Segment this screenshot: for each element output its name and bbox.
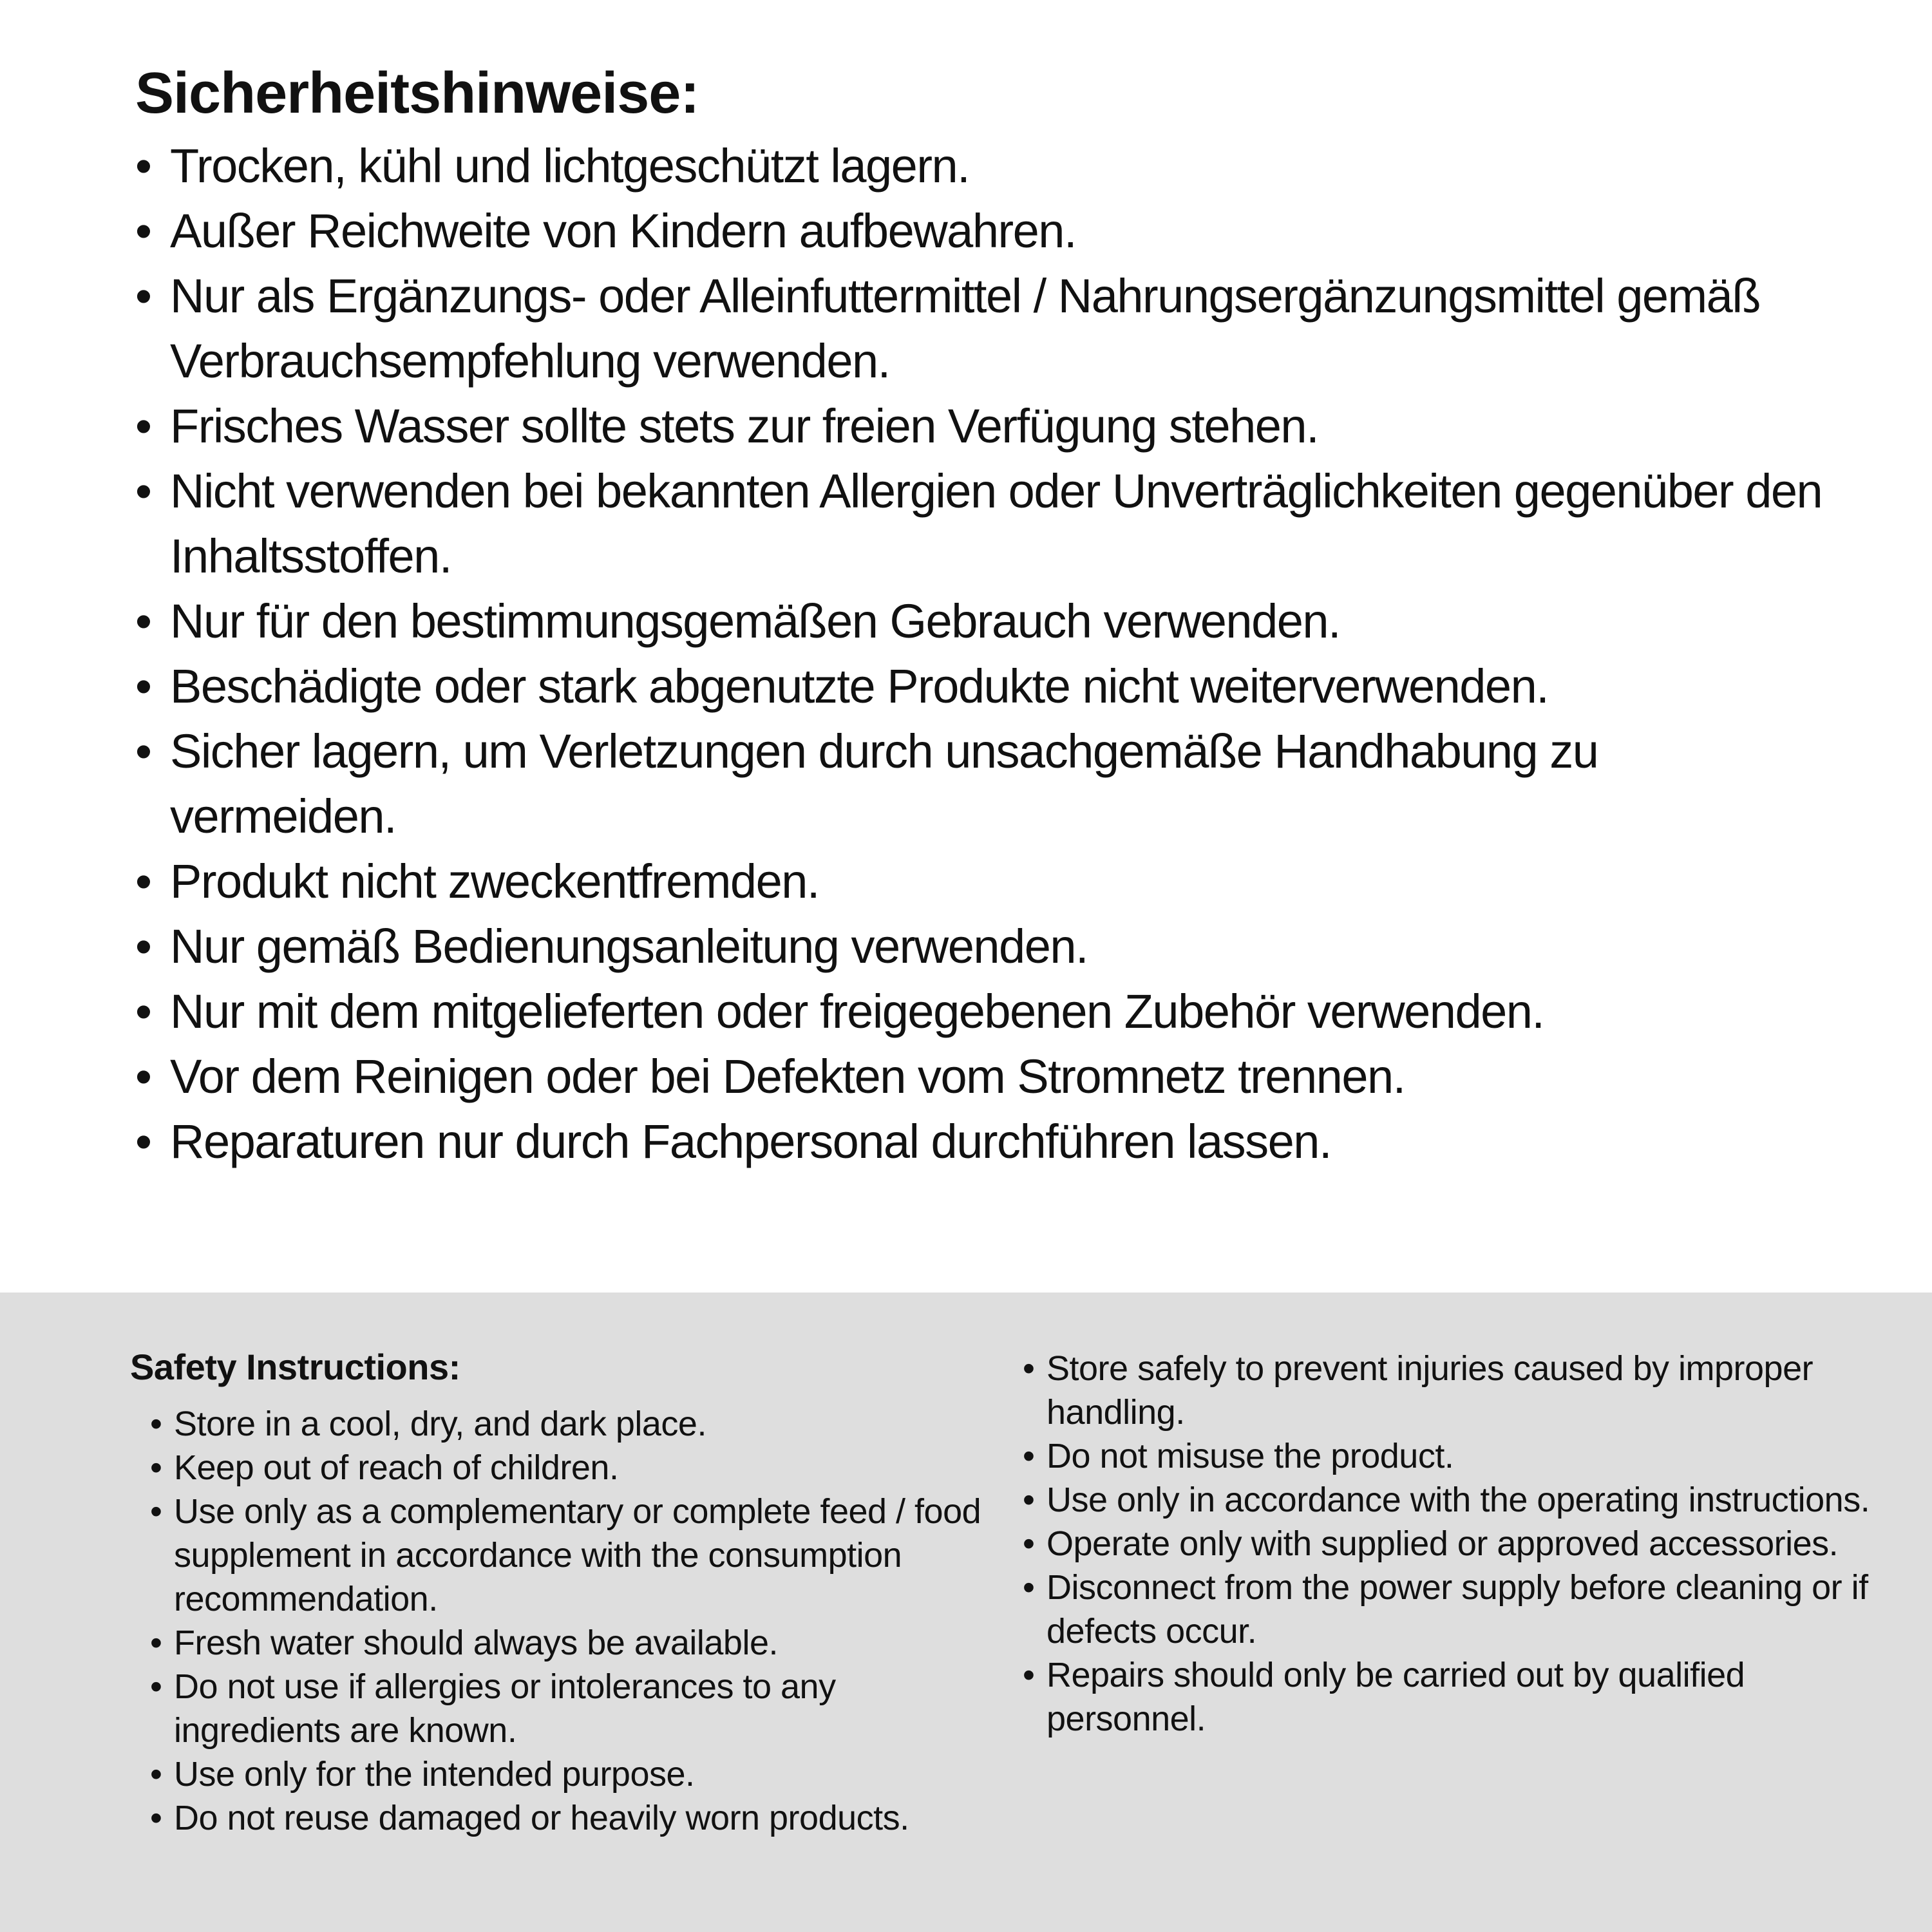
german-title: Sicherheitshinweise: [135, 61, 699, 126]
bullet-icon: • [135, 594, 151, 648]
list-item [150, 1621, 999, 1665]
bullet-icon: • [150, 1667, 162, 1707]
list-item [1023, 1478, 1873, 1522]
list-item-text: Trocken, kühl und lichtgeschützt lagern. [170, 139, 970, 193]
bullet-icon: • [135, 1050, 151, 1103]
bullet-icon: • [150, 1405, 162, 1444]
list-item [135, 393, 1823, 459]
bullet-icon: • [135, 399, 151, 453]
german-bullet-list [135, 133, 1823, 1174]
list-item-text: Operate only with supplied or approved accessories. [1046, 1524, 1839, 1563]
list-item [135, 198, 1823, 263]
english-right-column [1023, 1347, 1873, 1741]
bullet-icon: • [135, 985, 151, 1038]
list-item-text: Use only as a complementary or complete feed / food supplement in accordance with the consumption recommendation. [174, 1492, 981, 1619]
bullet-icon: • [150, 1755, 162, 1794]
list-item [150, 1446, 999, 1490]
list-item-text: Nur mit dem mitgelieferten oder freigegebenen Zubehör verwenden. [170, 985, 1544, 1038]
list-item [135, 654, 1823, 719]
list-item [135, 849, 1823, 914]
bullet-icon: • [135, 920, 151, 973]
bullet-icon: • [1023, 1481, 1035, 1519]
list-item [135, 589, 1823, 654]
list-item-text: Fresh water should always be available. [174, 1624, 778, 1663]
bullet-icon: • [1023, 1437, 1035, 1475]
list-item [135, 914, 1823, 979]
list-item-text: Use only for the intended purpose. [174, 1755, 695, 1794]
list-item-text: Store safely to prevent injuries caused by improper handling. [1046, 1349, 1814, 1432]
list-item-text: Do not misuse the product. [1046, 1437, 1454, 1475]
english-section [0, 1293, 1932, 1932]
bullet-icon: • [135, 269, 151, 323]
english-right-bullet-list [1023, 1347, 1873, 1741]
list-item [150, 1490, 999, 1621]
list-item [135, 719, 1823, 849]
list-item [135, 1109, 1823, 1174]
bullet-icon: • [150, 1448, 162, 1488]
bullet-icon: • [135, 204, 151, 258]
list-item [150, 1752, 999, 1796]
list-item-text: Produkt nicht zweckentfremden. [170, 855, 819, 908]
list-item [1023, 1566, 1873, 1653]
list-item [1023, 1522, 1873, 1566]
list-item-text: Do not reuse damaged or heavily worn products. [174, 1799, 909, 1838]
list-item [1023, 1434, 1873, 1478]
bullet-icon: • [135, 1115, 151, 1168]
list-item-text: Sicher lagern, um Verletzungen durch unsachgemäße Handhabung zu vermeiden. [170, 724, 1598, 843]
english-left-bullet-list [150, 1402, 999, 1840]
bullet-icon: • [150, 1624, 162, 1663]
list-item [1023, 1347, 1873, 1434]
english-title: Safety Instructions: [130, 1347, 460, 1387]
list-item-text: Nur für den bestimmungsgemäßen Gebrauch verwenden. [170, 594, 1341, 648]
bullet-icon: • [150, 1492, 162, 1531]
list-item-text: Außer Reichweite von Kindern aufbewahren. [170, 204, 1077, 258]
list-item-text: Nicht verwenden bei bekannten Allergien oder Unverträglichkeiten gegenüber den Inhaltsstoffen. [170, 464, 1823, 583]
bullet-icon: • [135, 464, 151, 518]
list-item-text: Beschädigte oder stark abgenutzte Produkte nicht weiterverwenden. [170, 659, 1549, 713]
bullet-icon: • [1023, 1524, 1035, 1563]
bullet-icon: • [1023, 1656, 1035, 1694]
list-item [135, 133, 1823, 198]
bullet-icon: • [1023, 1349, 1035, 1388]
list-item [1023, 1653, 1873, 1741]
list-item-text: Store in a cool, dry, and dark place. [174, 1405, 706, 1444]
list-item-text: Reparaturen nur durch Fachpersonal durchführen lassen. [170, 1115, 1332, 1168]
list-item-text: Use only in accordance with the operating instructions. [1046, 1481, 1870, 1519]
english-left-column [130, 1347, 999, 1840]
bullet-icon: • [1023, 1568, 1035, 1607]
list-item [135, 1044, 1823, 1109]
list-item-text: Frisches Wasser sollte stets zur freien Verfügung stehen. [170, 399, 1319, 453]
bullet-icon: • [135, 855, 151, 908]
list-item-text: Disconnect from the power supply before cleaning or if defects occur. [1046, 1568, 1868, 1651]
list-item-text: Keep out of reach of children. [174, 1448, 619, 1488]
list-item [135, 459, 1823, 589]
list-item [135, 263, 1823, 393]
list-item-text: Repairs should only be carried out by qualified personnel. [1046, 1656, 1745, 1738]
bullet-icon: • [150, 1799, 162, 1838]
list-item-text: Vor dem Reinigen oder bei Defekten vom Stromnetz trennen. [170, 1050, 1405, 1103]
bullet-icon: • [135, 724, 151, 778]
bullet-icon: • [135, 659, 151, 713]
list-item [150, 1796, 999, 1840]
list-item-text: Nur als Ergänzungs- oder Alleinfuttermittel / Nahrungsergänzungsmittel gemäß Verbrauchsempfehlung verwenden. [170, 269, 1761, 388]
list-item-text: Nur gemäß Bedienungsanleitung verwenden. [170, 920, 1088, 973]
list-item [150, 1665, 999, 1752]
list-item [150, 1402, 999, 1446]
bullet-icon: • [135, 139, 151, 193]
list-item-text: Do not use if allergies or intolerances to any ingredients are known. [174, 1667, 836, 1750]
list-item [135, 979, 1823, 1044]
